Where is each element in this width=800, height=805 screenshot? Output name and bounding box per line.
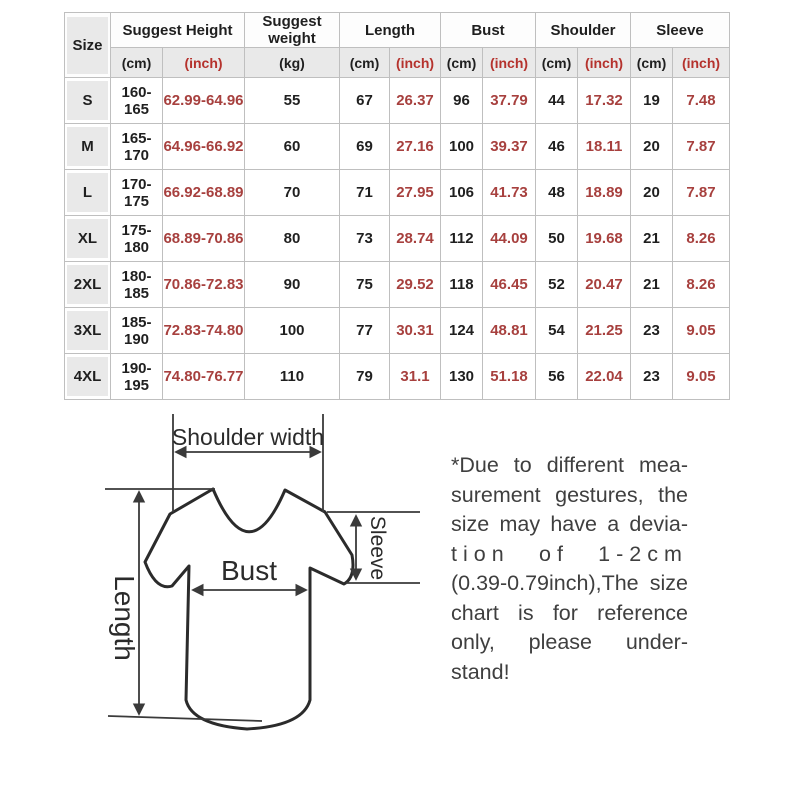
height-cm-cell: 170-175: [111, 170, 163, 216]
sleeve-cm-cell: 21: [631, 262, 673, 308]
measurement-disclaimer-note: [451, 451, 688, 687]
bust-inch-cell: 37.79: [483, 78, 536, 124]
size-label: 4XL: [67, 357, 108, 396]
note-line: tion of 1-2cm: [451, 541, 688, 566]
length-cm-cell: 75: [340, 262, 390, 308]
tshirt-outline: [145, 489, 353, 729]
size-label: S: [67, 81, 108, 120]
length-cm-cell: 67: [340, 78, 390, 124]
shoulder-cm-cell: 44: [536, 78, 578, 124]
sleeve-inch-cell: 7.87: [673, 124, 730, 170]
size-label: 2XL: [67, 265, 108, 304]
header-bust: Bust: [441, 13, 536, 48]
note-line: *Due to different mea-: [451, 453, 688, 477]
bust-inch-cell: 51.18: [483, 354, 536, 400]
sleeve-inch-cell: 9.05: [673, 354, 730, 400]
sleeve-inch-cell: 9.05: [673, 308, 730, 354]
sleeve-label: Sleeve: [366, 515, 389, 581]
sleeve-inch-cell: 7.48: [673, 78, 730, 124]
table-row: [65, 170, 730, 216]
height-inch-cell: 62.99-64.96: [163, 78, 245, 124]
bust-label: Bust: [220, 555, 278, 586]
length-label: Length: [109, 575, 140, 661]
length-inch-cell: 28.74: [390, 216, 441, 262]
size-cell: [65, 170, 111, 216]
length-inch-cell: 31.1: [390, 354, 441, 400]
sleeve-cm-cell: 20: [631, 170, 673, 216]
length-cm-cell: 79: [340, 354, 390, 400]
note-line: surement gestures, the: [451, 482, 688, 507]
header-size-label: Size: [67, 17, 108, 74]
unit-sleeve-inch: (inch): [673, 48, 730, 78]
bust-cm-cell: 112: [441, 216, 483, 262]
height-cm-cell: 165-170: [111, 124, 163, 170]
length-cm-cell: 73: [340, 216, 390, 262]
note-line: (0.39-0.79inch),The size: [451, 571, 688, 595]
length-inch-cell: 27.95: [390, 170, 441, 216]
header-size: [65, 13, 111, 78]
length-inch-cell: 30.31: [390, 308, 441, 354]
height-inch-cell: 66.92-68.89: [163, 170, 245, 216]
height-cm-cell: 190-195: [111, 354, 163, 400]
note-line: stand!: [451, 659, 510, 684]
height-inch-cell: 70.86-72.83: [163, 262, 245, 308]
weight-kg-cell: 60: [245, 124, 340, 170]
length-cm-cell: 69: [340, 124, 390, 170]
sleeve-cm-cell: 23: [631, 354, 673, 400]
weight-kg-cell: 80: [245, 216, 340, 262]
shoulder-cm-cell: 48: [536, 170, 578, 216]
shoulder-cm-cell: 46: [536, 124, 578, 170]
shoulder-inch-cell: 17.32: [578, 78, 631, 124]
shoulder-inch-cell: 22.04: [578, 354, 631, 400]
length-inch-cell: 26.37: [390, 78, 441, 124]
table-row: [65, 308, 730, 354]
size-cell: [65, 308, 111, 354]
weight-kg-cell: 110: [245, 354, 340, 400]
height-cm-cell: 180-185: [111, 262, 163, 308]
bust-cm-cell: 100: [441, 124, 483, 170]
sleeve-cm-cell: 23: [631, 308, 673, 354]
height-inch-cell: 72.83-74.80: [163, 308, 245, 354]
shoulder-inch-cell: 19.68: [578, 216, 631, 262]
bust-cm-cell: 130: [441, 354, 483, 400]
table-row: [65, 78, 730, 124]
sleeve-inch-cell: 8.26: [673, 216, 730, 262]
height-inch-cell: 68.89-70.86: [163, 216, 245, 262]
shoulder-width-label: Shoulder width: [171, 424, 325, 450]
sleeve-cm-cell: 20: [631, 124, 673, 170]
bust-inch-cell: 41.73: [483, 170, 536, 216]
header-shoulder: Shoulder: [536, 13, 631, 48]
shoulder-cm-cell: 52: [536, 262, 578, 308]
bust-cm-cell: 106: [441, 170, 483, 216]
shoulder-inch-cell: 18.11: [578, 124, 631, 170]
bust-cm-cell: 124: [441, 308, 483, 354]
height-cm-cell: 160-165: [111, 78, 163, 124]
weight-kg-cell: 100: [245, 308, 340, 354]
note-line: only, please under-: [451, 630, 688, 654]
height-cm-cell: 185-190: [111, 308, 163, 354]
header-sleeve: Sleeve: [631, 13, 730, 48]
unit-length-cm: (cm): [340, 48, 390, 78]
size-chart-table: [64, 12, 730, 400]
bust-cm-cell: 118: [441, 262, 483, 308]
unit-bust-cm: (cm): [441, 48, 483, 78]
shoulder-cm-cell: 50: [536, 216, 578, 262]
unit-height-inch: (inch): [163, 48, 245, 78]
shoulder-inch-cell: 20.47: [578, 262, 631, 308]
shoulder-inch-cell: 18.89: [578, 170, 631, 216]
length-cm-cell: 77: [340, 308, 390, 354]
height-cm-cell: 175-180: [111, 216, 163, 262]
header-suggest-weight: Suggest weight: [245, 13, 340, 48]
height-inch-cell: 64.96-66.92: [163, 124, 245, 170]
shoulder-inch-cell: 21.25: [578, 308, 631, 354]
shoulder-cm-cell: 56: [536, 354, 578, 400]
unit-shoulder-cm: (cm): [536, 48, 578, 78]
bust-inch-cell: 39.37: [483, 124, 536, 170]
weight-kg-cell: 90: [245, 262, 340, 308]
unit-sleeve-cm: (cm): [631, 48, 673, 78]
note-line: chart is for reference: [451, 600, 688, 625]
size-cell: [65, 216, 111, 262]
size-label: M: [67, 127, 108, 166]
size-label: 3XL: [67, 311, 108, 350]
table-row: [65, 354, 730, 400]
sleeve-inch-cell: 7.87: [673, 170, 730, 216]
unit-weight-kg: (kg): [245, 48, 340, 78]
table-row: [65, 216, 730, 262]
unit-height-cm: (cm): [111, 48, 163, 78]
length-inch-cell: 27.16: [390, 124, 441, 170]
bust-inch-cell: 44.09: [483, 216, 536, 262]
size-cell: [65, 78, 111, 124]
size-cell: [65, 124, 111, 170]
bust-inch-cell: 46.45: [483, 262, 536, 308]
bust-cm-cell: 96: [441, 78, 483, 124]
length-cm-cell: 71: [340, 170, 390, 216]
length-inch-cell: 29.52: [390, 262, 441, 308]
bust-inch-cell: 48.81: [483, 308, 536, 354]
size-label: L: [67, 173, 108, 212]
unit-length-inch: (inch): [390, 48, 441, 78]
header-suggest-height: Suggest Height: [111, 13, 245, 48]
sleeve-cm-cell: 19: [631, 78, 673, 124]
tshirt-diagram-svg: [55, 400, 455, 800]
weight-kg-cell: 55: [245, 78, 340, 124]
size-label: XL: [67, 219, 108, 258]
header-length: Length: [340, 13, 441, 48]
weight-kg-cell: 70: [245, 170, 340, 216]
sleeve-cm-cell: 21: [631, 216, 673, 262]
unit-bust-inch: (inch): [483, 48, 536, 78]
table-row: [65, 124, 730, 170]
sleeve-inch-cell: 8.26: [673, 262, 730, 308]
size-cell: [65, 262, 111, 308]
shoulder-cm-cell: 54: [536, 308, 578, 354]
table-row: [65, 262, 730, 308]
note-line: size may have a devia-: [451, 512, 688, 536]
tshirt-measurement-diagram: [55, 400, 455, 800]
unit-shoulder-inch: (inch): [578, 48, 631, 78]
size-cell: [65, 354, 111, 400]
height-inch-cell: 74.80-76.77: [163, 354, 245, 400]
